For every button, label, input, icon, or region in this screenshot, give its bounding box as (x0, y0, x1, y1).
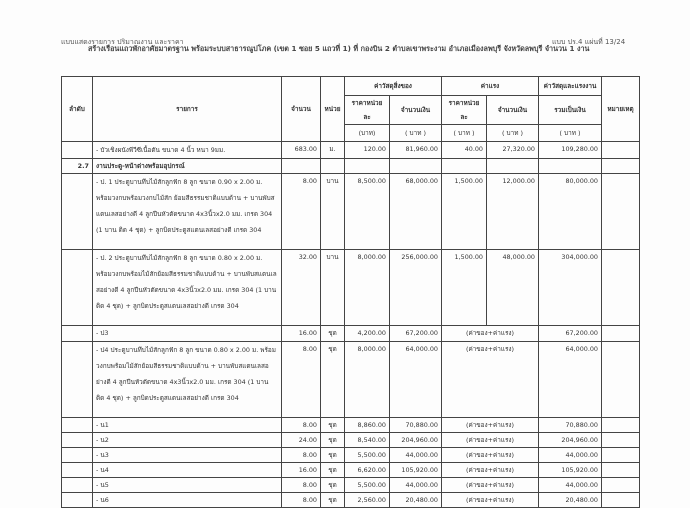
item-description: - น1 (93, 418, 282, 433)
material-amount: 20,480.00 (390, 493, 442, 508)
table-row (62, 418, 640, 433)
table-row (62, 448, 640, 463)
header-baht: ( บาท ) (487, 125, 539, 142)
header-baht: ( บาท ) (539, 125, 602, 142)
header-qty: จำนวน (282, 77, 321, 142)
table-row (62, 174, 640, 250)
unit-cell: ชุด (321, 418, 345, 433)
seq-cell (62, 250, 93, 326)
total-amount: 109,280.00 (539, 142, 602, 159)
total-amount: 44,000.00 (539, 478, 602, 493)
page-reference: แบบ ปร.4 แผ่นที่ 13/24 (552, 38, 626, 46)
empty-cell (487, 159, 539, 174)
remark-cell (602, 463, 640, 478)
header-labor-group: ค่าแรง (442, 77, 539, 96)
unit-cell: ชุด (321, 342, 345, 418)
header-baht: (บาท) (345, 125, 390, 142)
material-unit-price: 8,000.00 (345, 250, 390, 326)
qty-cell: 8.00 (282, 342, 321, 418)
labor-note: (ค่าของ+ค่าแรง) (442, 478, 539, 493)
labor-note: (ค่าของ+ค่าแรง) (442, 448, 539, 463)
material-amount: 204,960.00 (390, 433, 442, 448)
bill-of-quantities-table (61, 76, 640, 508)
table-row (62, 142, 640, 159)
table-row (62, 493, 640, 508)
qty-cell: 8.00 (282, 174, 321, 250)
item-description: - น3 (93, 448, 282, 463)
labor-note: (ค่าของ+ค่าแรง) (442, 326, 539, 342)
item-description: - น2 (93, 433, 282, 448)
header-item: รายการ (93, 77, 282, 142)
labor-note: (ค่าของ+ค่าแรง) (442, 418, 539, 433)
material-unit-price: 8,540.00 (345, 433, 390, 448)
total-amount: 304,000.00 (539, 250, 602, 326)
qty-cell: 24.00 (282, 433, 321, 448)
material-unit-price: 120.00 (345, 142, 390, 159)
seq-cell: 2.7 (62, 159, 93, 174)
remark-cell (602, 448, 640, 463)
unit-cell: ชุด (321, 478, 345, 493)
remark-cell (602, 342, 640, 418)
material-amount: 70,880.00 (390, 418, 442, 433)
header-material-group: ค่าวัสดุสิ่งของ (345, 77, 442, 96)
total-amount: 204,960.00 (539, 433, 602, 448)
item-description: - ป3 (93, 326, 282, 342)
total-amount: 70,880.00 (539, 418, 602, 433)
material-unit-price: 5,500.00 (345, 478, 390, 493)
material-amount: 44,000.00 (390, 478, 442, 493)
header-remark: หมายเหตุ (602, 77, 640, 142)
seq-cell (62, 342, 93, 418)
remark-cell (602, 493, 640, 508)
material-amount: 105,920.00 (390, 463, 442, 478)
unit-cell: ม. (321, 142, 345, 159)
total-amount: 80,000.00 (539, 174, 602, 250)
table-row (62, 433, 640, 448)
empty-cell (539, 159, 602, 174)
seq-cell (62, 418, 93, 433)
seq-cell (62, 174, 93, 250)
material-amount: 44,000.00 (390, 448, 442, 463)
labor-unit-price: 1,500.00 (442, 174, 487, 250)
empty-cell (321, 159, 345, 174)
header-mat-amount: จำนวนเงิน (390, 96, 442, 125)
item-description: - บัวเชิงผนังพีวีซีเนื้อตัน ขนาด 4 นิ้ว หนา 9มม. (93, 142, 282, 159)
material-unit-price: 8,860.00 (345, 418, 390, 433)
total-amount: 67,200.00 (539, 326, 602, 342)
material-unit-price: 4,200.00 (345, 326, 390, 342)
qty-cell: 683.00 (282, 142, 321, 159)
header-baht: ( บาท ) (390, 125, 442, 142)
material-unit-price: 8,500.00 (345, 174, 390, 250)
form-label: แบบแสดงรายการ ปริมาณงาน และราคา (61, 38, 184, 46)
seq-cell (62, 448, 93, 463)
item-description: - ป. 1 ประตูบานทึบไม้สักลูกฟัก 8 ลูก ขนาด 0.90 x 2.00 ม. พร้อมวงกบพร้อมวงกบไม้สัก ย้อมสีธรรมชาติแบบด้าน + บานพับสแตนเลสอย่างดี 4 ลูกปืนหัวตัดขนาด 4x3นิ้วx2.0 มม. เกรด 304 (1 บาน ติด 4 ชุด) + ลูกบิดประตูสแตนเลสอย่างดี เกรด 304 (93, 174, 282, 250)
empty-cell (602, 159, 640, 174)
qty-cell: 8.00 (282, 448, 321, 463)
section-title: งานประตู-หน้าต่างพร้อมอุปกรณ์ (93, 159, 282, 174)
material-unit-price: 8,000.00 (345, 342, 390, 418)
seq-cell (62, 142, 93, 159)
empty-cell (390, 159, 442, 174)
unit-cell: บาน (321, 174, 345, 250)
header-baht: ( บาท ) (442, 125, 487, 142)
labor-amount: 48,000.00 (487, 250, 539, 326)
material-amount: 256,000.00 (390, 250, 442, 326)
total-amount: 20,480.00 (539, 493, 602, 508)
labor-note: (ค่าของ+ค่าแรง) (442, 463, 539, 478)
remark-cell (602, 250, 640, 326)
unit-cell: ชุด (321, 433, 345, 448)
total-amount: 44,000.00 (539, 448, 602, 463)
labor-unit-price: 1,500.00 (442, 250, 487, 326)
remark-cell (602, 433, 640, 448)
section-row (62, 159, 640, 174)
material-amount: 67,200.00 (390, 326, 442, 342)
header-lab-unit-price: ราคาหน่วยละ (442, 96, 487, 125)
labor-amount: 12,000.00 (487, 174, 539, 250)
seq-cell (62, 433, 93, 448)
item-description: - น6 (93, 493, 282, 508)
remark-cell (602, 142, 640, 159)
header-mat-unit-price: ราคาหน่วยละ (345, 96, 390, 125)
unit-cell: ชุด (321, 493, 345, 508)
material-unit-price: 5,500.00 (345, 448, 390, 463)
material-unit-price: 6,620.00 (345, 463, 390, 478)
total-amount: 105,920.00 (539, 463, 602, 478)
material-amount: 64,000.00 (390, 342, 442, 418)
item-description: - ป4 ประตูบานทึบไม้สักลูกฟัก 8 ลูก ขนาด 0.80 x 2.00 ม. พร้อมวงกบพร้อมไม้สักย้อมสีธรรมชาติแบบด้าน + บานพับสแตนเลสอย่างดี 4 ลูกปืนหัวตัดขนาด 4x3นิ้วx2.0 มม. เกรด 304 (1 บาน ติด 4 ชุด) + ลูกบิดประตูสแตนเลสอย่างดี เกรด 304 (93, 342, 282, 418)
unit-cell: ชุด (321, 463, 345, 478)
header-seq: ลำดับ (62, 77, 93, 142)
item-description: - น5 (93, 478, 282, 493)
labor-note: (ค่าของ+ค่าแรง) (442, 433, 539, 448)
material-amount: 81,960.00 (390, 142, 442, 159)
labor-amount: 27,320.00 (487, 142, 539, 159)
header-total: รวมเป็นเงิน (539, 96, 602, 125)
remark-cell (602, 418, 640, 433)
table-row (62, 250, 640, 326)
qty-cell: 16.00 (282, 326, 321, 342)
item-description: - ป. 2 ประตูบานทึบไม้สักลูกฟัก 8 ลูก ขนาด 0.80 x 2.00 ม. พร้อมวงกบพร้อมไม้สักย้อมสีธรรมชาติแบบด้าน + บานพับสแตนเลสอย่างดี 4 ลูกปืนหัวตัดขนาด 4x3นิ้วx2.0 มม. เกรด 304 (1 บาน ติด 4 ชุด) + ลูกบิดประตูสแตนเลสอย่างดี เกรด 304 (93, 250, 282, 326)
labor-note: (ค่าของ+ค่าแรง) (442, 342, 539, 418)
header-unit: หน่วย (321, 77, 345, 142)
seq-cell (62, 478, 93, 493)
unit-cell: บาน (321, 250, 345, 326)
unit-cell: ชุด (321, 448, 345, 463)
empty-cell (345, 159, 390, 174)
document-title: สร้างเรือนแถวพักอาศัยมาตรฐาน พร้อมระบบสาธารณูปโภค (เขต 1 ซอย 5 แถวที่ 1) ที่ กองบิน 2 ตำบลเขาพระงาม อำเภอเมืองลพบุรี จังหวัดลพบุรี จำนวน 1 งาน (88, 44, 590, 53)
remark-cell (602, 478, 640, 493)
unit-cell: ชุด (321, 326, 345, 342)
empty-cell (442, 159, 487, 174)
seq-cell (62, 463, 93, 478)
qty-cell: 8.00 (282, 478, 321, 493)
material-unit-price: 2,560.00 (345, 493, 390, 508)
labor-note: (ค่าของ+ค่าแรง) (442, 493, 539, 508)
qty-cell: 8.00 (282, 418, 321, 433)
qty-cell: 32.00 (282, 250, 321, 326)
seq-cell (62, 326, 93, 342)
table-row (62, 342, 640, 418)
header-lab-amount: จำนวนเงิน (487, 96, 539, 125)
labor-unit-price: 40.00 (442, 142, 487, 159)
seq-cell (62, 493, 93, 508)
table-row (62, 478, 640, 493)
qty-cell: 8.00 (282, 493, 321, 508)
item-description: - น4 (93, 463, 282, 478)
header-total-group: ค่าวัสดุและแรงงาน (539, 77, 602, 96)
total-amount: 64,000.00 (539, 342, 602, 418)
remark-cell (602, 174, 640, 250)
table-row (62, 326, 640, 342)
material-amount: 68,000.00 (390, 174, 442, 250)
remark-cell (602, 326, 640, 342)
empty-cell (282, 159, 321, 174)
qty-cell: 16.00 (282, 463, 321, 478)
table-row (62, 463, 640, 478)
